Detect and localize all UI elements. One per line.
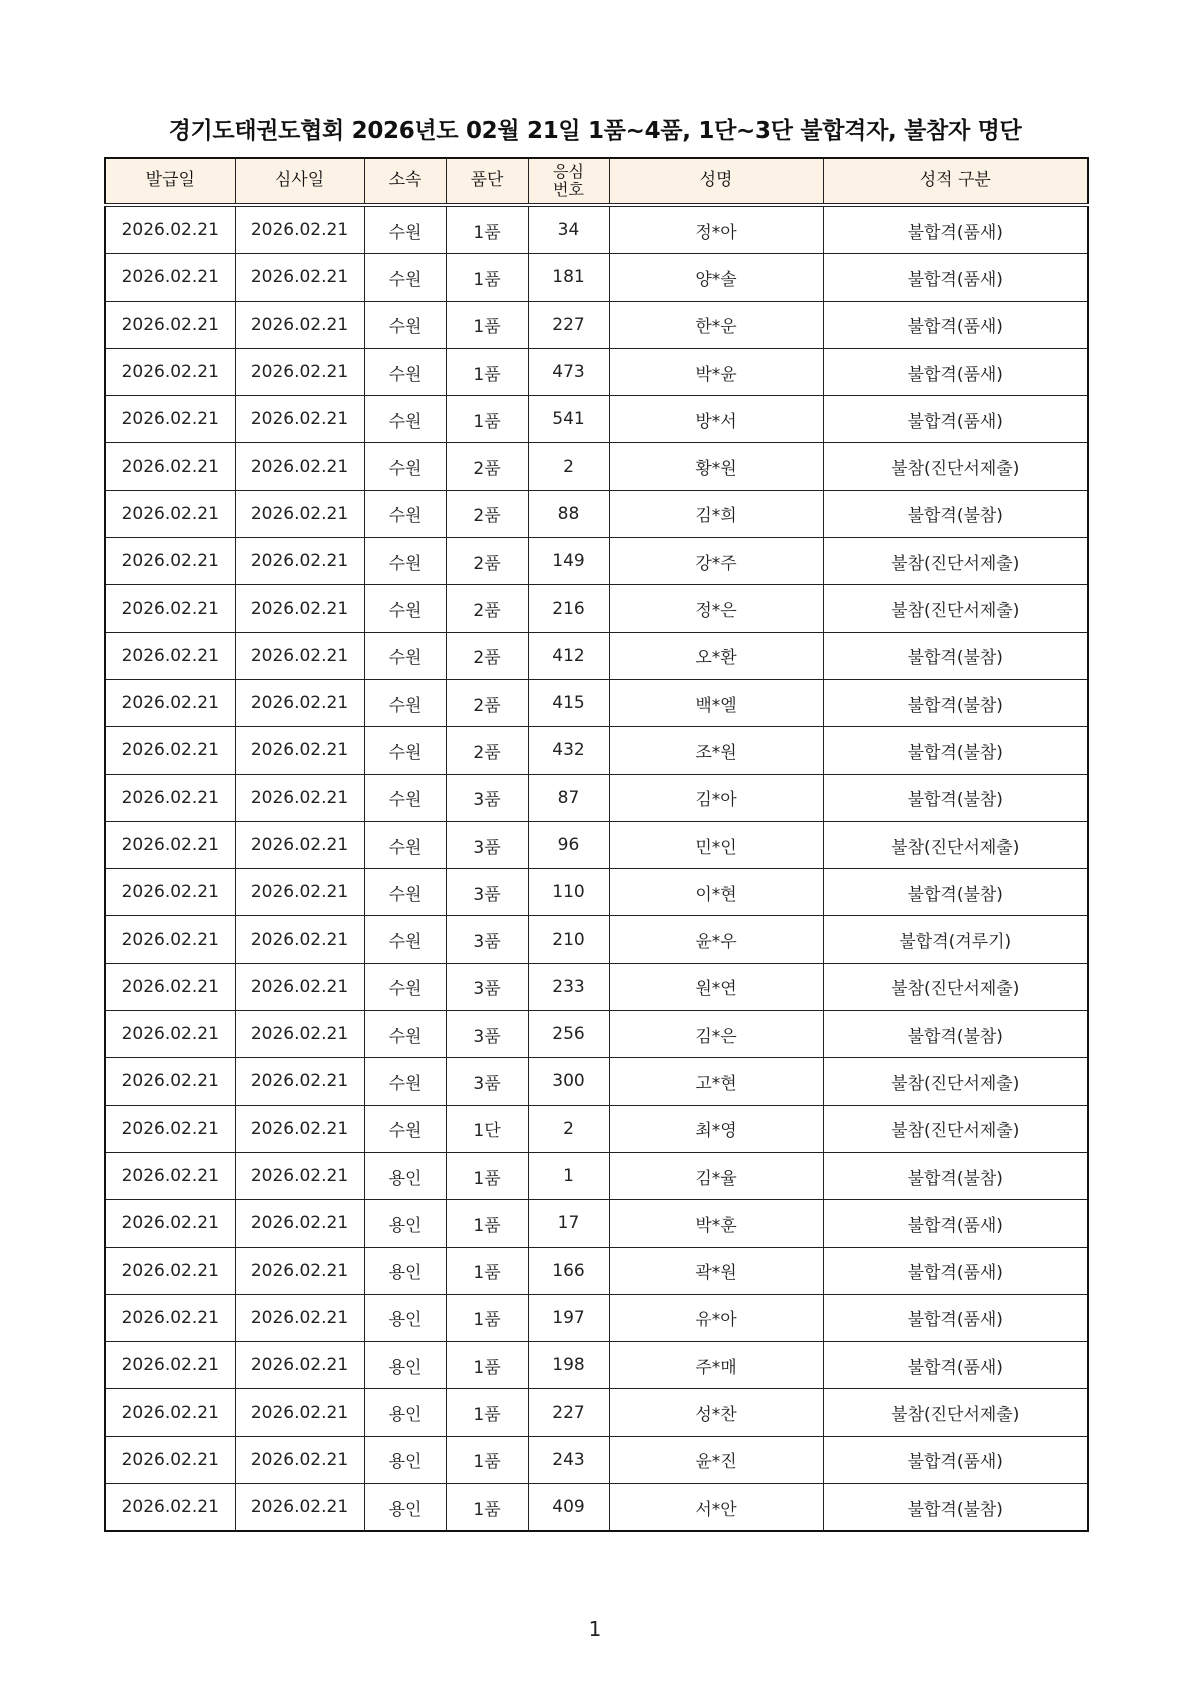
- table-row: [105, 821, 1088, 868]
- name-cell: 정*은: [609, 585, 823, 632]
- exam-number-cell: 227: [528, 1389, 609, 1436]
- results-table: [104, 157, 1089, 1532]
- table-body: [105, 205, 1088, 1531]
- branch-cell: 용인: [364, 1152, 446, 1199]
- exam-number-cell: 96: [528, 821, 609, 868]
- rank-cell: 3품: [446, 869, 528, 916]
- branch-cell: 수원: [364, 727, 446, 774]
- table-row: [105, 774, 1088, 821]
- name-cell: 김*율: [609, 1152, 823, 1199]
- exam-number-cell: 541: [528, 396, 609, 443]
- issue-date-cell: 2026.02.21: [105, 348, 235, 395]
- name-cell: 윤*우: [609, 916, 823, 963]
- issue-date-cell: 2026.02.21: [105, 1436, 235, 1483]
- exam-number-cell: 243: [528, 1436, 609, 1483]
- exam-date-cell: 2026.02.21: [235, 1200, 364, 1247]
- branch-cell: 수원: [364, 1105, 446, 1152]
- result-cell: 불참(진단서제출): [823, 538, 1088, 585]
- name-cell: 민*인: [609, 821, 823, 868]
- exam-number-cell: 149: [528, 538, 609, 585]
- name-cell: 곽*원: [609, 1247, 823, 1294]
- issue-date-cell: 2026.02.21: [105, 254, 235, 301]
- exam-number-cell: 415: [528, 679, 609, 726]
- table-row: [105, 254, 1088, 301]
- table-row: [105, 301, 1088, 348]
- issue-date-cell: 2026.02.21: [105, 1484, 235, 1532]
- name-cell: 김*아: [609, 774, 823, 821]
- result-cell: 불합격(품새): [823, 348, 1088, 395]
- exam-date-cell: 2026.02.21: [235, 632, 364, 679]
- branch-cell: 수원: [364, 869, 446, 916]
- issue-date-cell: 2026.02.21: [105, 443, 235, 490]
- branch-cell: 용인: [364, 1389, 446, 1436]
- issue-date-cell: 2026.02.21: [105, 774, 235, 821]
- page-number: 1: [588, 1617, 602, 1641]
- branch-cell: 수원: [364, 774, 446, 821]
- exam-date-cell: 2026.02.21: [235, 916, 364, 963]
- branch-cell: 수원: [364, 1058, 446, 1105]
- name-cell: 원*연: [609, 963, 823, 1010]
- result-cell: 불합격(품새): [823, 396, 1088, 443]
- table-row: [105, 205, 1088, 254]
- column-header-result: 성적 구분: [823, 158, 1088, 205]
- name-cell: 한*운: [609, 301, 823, 348]
- branch-cell: 수원: [364, 916, 446, 963]
- exam-date-cell: 2026.02.21: [235, 301, 364, 348]
- name-cell: 최*영: [609, 1105, 823, 1152]
- exam-number-cell: 166: [528, 1247, 609, 1294]
- exam-date-cell: 2026.02.21: [235, 254, 364, 301]
- rank-cell: 1품: [446, 205, 528, 254]
- rank-cell: 1품: [446, 1200, 528, 1247]
- issue-date-cell: 2026.02.21: [105, 1011, 235, 1058]
- name-cell: 성*찬: [609, 1389, 823, 1436]
- table-row: [105, 727, 1088, 774]
- issue-date-cell: 2026.02.21: [105, 205, 235, 254]
- branch-cell: 수원: [364, 1011, 446, 1058]
- rank-cell: 2품: [446, 632, 528, 679]
- branch-cell: 수원: [364, 205, 446, 254]
- result-cell: 불합격(불참): [823, 632, 1088, 679]
- rank-cell: 3품: [446, 916, 528, 963]
- exam-date-cell: 2026.02.21: [235, 727, 364, 774]
- rank-cell: 2품: [446, 727, 528, 774]
- result-cell: 불합격(품새): [823, 1436, 1088, 1483]
- table-row: [105, 490, 1088, 537]
- branch-cell: 수원: [364, 254, 446, 301]
- rank-cell: 1품: [446, 1436, 528, 1483]
- branch-cell: 수원: [364, 490, 446, 537]
- exam-date-cell: 2026.02.21: [235, 538, 364, 585]
- column-header-exam-date: 심사일: [235, 158, 364, 205]
- rank-cell: 1품: [446, 1294, 528, 1341]
- result-cell: 불합격(불참): [823, 679, 1088, 726]
- name-cell: 박*윤: [609, 348, 823, 395]
- name-cell: 강*주: [609, 538, 823, 585]
- name-cell: 황*원: [609, 443, 823, 490]
- branch-cell: 수원: [364, 585, 446, 632]
- table-row: [105, 585, 1088, 632]
- issue-date-cell: 2026.02.21: [105, 916, 235, 963]
- rank-cell: 1품: [446, 301, 528, 348]
- issue-date-cell: 2026.02.21: [105, 963, 235, 1010]
- table-row: [105, 1011, 1088, 1058]
- name-cell: 유*아: [609, 1294, 823, 1341]
- exam-number-cell: 181: [528, 254, 609, 301]
- table-row: [105, 916, 1088, 963]
- exam-date-cell: 2026.02.21: [235, 1105, 364, 1152]
- column-header-rank: 품단: [446, 158, 528, 205]
- table-row: [105, 396, 1088, 443]
- issue-date-cell: 2026.02.21: [105, 490, 235, 537]
- result-cell: 불합격(불참): [823, 1484, 1088, 1532]
- rank-cell: 1품: [446, 1484, 528, 1532]
- name-cell: 김*희: [609, 490, 823, 537]
- rank-cell: 1품: [446, 1152, 528, 1199]
- result-cell: 불참(진단서제출): [823, 1389, 1088, 1436]
- result-cell: 불합격(불참): [823, 1152, 1088, 1199]
- rank-cell: 2품: [446, 538, 528, 585]
- result-cell: 불합격(품새): [823, 205, 1088, 254]
- exam-date-cell: 2026.02.21: [235, 1436, 364, 1483]
- rank-cell: 1품: [446, 1389, 528, 1436]
- rank-cell: 2품: [446, 679, 528, 726]
- exam-date-cell: 2026.02.21: [235, 1294, 364, 1341]
- result-cell: 불합격(품새): [823, 1294, 1088, 1341]
- exam-date-cell: 2026.02.21: [235, 490, 364, 537]
- branch-cell: 용인: [364, 1294, 446, 1341]
- branch-cell: 수원: [364, 538, 446, 585]
- table-row: [105, 1389, 1088, 1436]
- issue-date-cell: 2026.02.21: [105, 1200, 235, 1247]
- result-cell: 불합격(겨루기): [823, 916, 1088, 963]
- rank-cell: 3품: [446, 1011, 528, 1058]
- result-cell: 불참(진단서제출): [823, 1058, 1088, 1105]
- exam-date-cell: 2026.02.21: [235, 1389, 364, 1436]
- result-cell: 불합격(불참): [823, 490, 1088, 537]
- exam-number-cell: 2: [528, 443, 609, 490]
- name-cell: 이*현: [609, 869, 823, 916]
- name-cell: 윤*진: [609, 1436, 823, 1483]
- exam-date-cell: 2026.02.21: [235, 348, 364, 395]
- branch-cell: 용인: [364, 1247, 446, 1294]
- table-row: [105, 1436, 1088, 1483]
- rank-cell: 1품: [446, 254, 528, 301]
- branch-cell: 용인: [364, 1484, 446, 1532]
- result-cell: 불합격(불참): [823, 774, 1088, 821]
- result-cell: 불참(진단서제출): [823, 1105, 1088, 1152]
- exam-number-cell: 17: [528, 1200, 609, 1247]
- exam-number-cell: 197: [528, 1294, 609, 1341]
- result-cell: 불합격(불참): [823, 727, 1088, 774]
- column-header-branch: 소속: [364, 158, 446, 205]
- exam-date-cell: 2026.02.21: [235, 585, 364, 632]
- issue-date-cell: 2026.02.21: [105, 538, 235, 585]
- result-cell: 불참(진단서제출): [823, 585, 1088, 632]
- rank-cell: 3품: [446, 963, 528, 1010]
- name-cell: 고*현: [609, 1058, 823, 1105]
- table-row: [105, 963, 1088, 1010]
- branch-cell: 수원: [364, 963, 446, 1010]
- exam-date-cell: 2026.02.21: [235, 1058, 364, 1105]
- issue-date-cell: 2026.02.21: [105, 679, 235, 726]
- name-cell: 김*은: [609, 1011, 823, 1058]
- table-row: [105, 1058, 1088, 1105]
- issue-date-cell: 2026.02.21: [105, 301, 235, 348]
- name-cell: 정*아: [609, 205, 823, 254]
- result-cell: 불합격(품새): [823, 1247, 1088, 1294]
- exam-number-cell: 300: [528, 1058, 609, 1105]
- column-header-name: 성명: [609, 158, 823, 205]
- rank-cell: 3품: [446, 1058, 528, 1105]
- table-row: [105, 1105, 1088, 1152]
- issue-date-cell: 2026.02.21: [105, 1389, 235, 1436]
- exam-date-cell: 2026.02.21: [235, 396, 364, 443]
- exam-date-cell: 2026.02.21: [235, 1484, 364, 1532]
- exam-number-cell: 34: [528, 205, 609, 254]
- rank-cell: 2품: [446, 585, 528, 632]
- name-cell: 서*안: [609, 1484, 823, 1532]
- table-row: [105, 869, 1088, 916]
- issue-date-cell: 2026.02.21: [105, 821, 235, 868]
- exam-number-cell: 210: [528, 916, 609, 963]
- exam-number-cell: 412: [528, 632, 609, 679]
- exam-number-cell: 110: [528, 869, 609, 916]
- document-title: 경기도태권도협회 2026년도 02월 21일 1품~4품, 1단~3단 불합격자, 불참자 명단: [168, 118, 1022, 144]
- exam-date-cell: 2026.02.21: [235, 1152, 364, 1199]
- exam-number-cell: 432: [528, 727, 609, 774]
- exam-number-cell: 409: [528, 1484, 609, 1532]
- result-cell: 불참(진단서제출): [823, 963, 1088, 1010]
- table-header-row: [105, 158, 1088, 205]
- issue-date-cell: 2026.02.21: [105, 1342, 235, 1389]
- issue-date-cell: 2026.02.21: [105, 632, 235, 679]
- exam-date-cell: 2026.02.21: [235, 443, 364, 490]
- exam-number-cell: 233: [528, 963, 609, 1010]
- exam-date-cell: 2026.02.21: [235, 1247, 364, 1294]
- issue-date-cell: 2026.02.21: [105, 1294, 235, 1341]
- issue-date-cell: 2026.02.21: [105, 585, 235, 632]
- rank-cell: 1단: [446, 1105, 528, 1152]
- exam-date-cell: 2026.02.21: [235, 205, 364, 254]
- branch-cell: 수원: [364, 821, 446, 868]
- issue-date-cell: 2026.02.21: [105, 869, 235, 916]
- exam-date-cell: 2026.02.21: [235, 821, 364, 868]
- exam-number-cell: 216: [528, 585, 609, 632]
- branch-cell: 용인: [364, 1436, 446, 1483]
- rank-cell: 1품: [446, 1247, 528, 1294]
- issue-date-cell: 2026.02.21: [105, 727, 235, 774]
- exam-date-cell: 2026.02.21: [235, 774, 364, 821]
- table-row: [105, 1484, 1088, 1532]
- branch-cell: 용인: [364, 1200, 446, 1247]
- table-row: [105, 1152, 1088, 1199]
- result-cell: 불합격(품새): [823, 254, 1088, 301]
- name-cell: 오*환: [609, 632, 823, 679]
- table-row: [105, 538, 1088, 585]
- exam-date-cell: 2026.02.21: [235, 869, 364, 916]
- issue-date-cell: 2026.02.21: [105, 396, 235, 443]
- table-row: [105, 1342, 1088, 1389]
- exam-date-cell: 2026.02.21: [235, 1011, 364, 1058]
- branch-cell: 수원: [364, 396, 446, 443]
- branch-cell: 용인: [364, 1342, 446, 1389]
- table-row: [105, 679, 1088, 726]
- rank-cell: 3품: [446, 821, 528, 868]
- issue-date-cell: 2026.02.21: [105, 1247, 235, 1294]
- exam-number-cell: 256: [528, 1011, 609, 1058]
- issue-date-cell: 2026.02.21: [105, 1152, 235, 1199]
- table-row: [105, 1294, 1088, 1341]
- rank-cell: 1품: [446, 396, 528, 443]
- table-row: [105, 443, 1088, 490]
- result-cell: 불참(진단서제출): [823, 443, 1088, 490]
- exam-date-cell: 2026.02.21: [235, 679, 364, 726]
- rank-cell: 2품: [446, 443, 528, 490]
- exam-date-cell: 2026.02.21: [235, 963, 364, 1010]
- result-cell: 불합격(불참): [823, 1011, 1088, 1058]
- branch-cell: 수원: [364, 632, 446, 679]
- exam-number-cell: 2: [528, 1105, 609, 1152]
- result-cell: 불합격(불참): [823, 869, 1088, 916]
- result-cell: 불합격(품새): [823, 1200, 1088, 1247]
- exam-date-cell: 2026.02.21: [235, 1342, 364, 1389]
- branch-cell: 수원: [364, 443, 446, 490]
- rank-cell: 1품: [446, 348, 528, 395]
- name-cell: 조*원: [609, 727, 823, 774]
- result-cell: 불합격(품새): [823, 1342, 1088, 1389]
- name-cell: 양*솔: [609, 254, 823, 301]
- exam-number-cell: 473: [528, 348, 609, 395]
- column-header-issue-date: 발급일: [105, 158, 235, 205]
- table-row: [105, 348, 1088, 395]
- result-cell: 불합격(품새): [823, 301, 1088, 348]
- table-row: [105, 632, 1088, 679]
- exam-number-cell: 198: [528, 1342, 609, 1389]
- rank-cell: 2품: [446, 490, 528, 537]
- result-cell: 불참(진단서제출): [823, 821, 1088, 868]
- issue-date-cell: 2026.02.21: [105, 1058, 235, 1105]
- column-header-exam-number: [528, 158, 609, 205]
- branch-cell: 수원: [364, 679, 446, 726]
- table-row: [105, 1247, 1088, 1294]
- rank-cell: 1품: [446, 1342, 528, 1389]
- name-cell: 박*훈: [609, 1200, 823, 1247]
- branch-cell: 수원: [364, 348, 446, 395]
- name-cell: 주*매: [609, 1342, 823, 1389]
- issue-date-cell: 2026.02.21: [105, 1105, 235, 1152]
- exam-number-cell: 88: [528, 490, 609, 537]
- exam-number-cell: 227: [528, 301, 609, 348]
- exam-number-cell: 87: [528, 774, 609, 821]
- name-cell: 방*서: [609, 396, 823, 443]
- name-cell: 백*엘: [609, 679, 823, 726]
- branch-cell: 수원: [364, 301, 446, 348]
- column-header-exam-number-label: 응심 번호: [553, 161, 584, 199]
- exam-number-cell: 1: [528, 1152, 609, 1199]
- table-row: [105, 1200, 1088, 1247]
- rank-cell: 3품: [446, 774, 528, 821]
